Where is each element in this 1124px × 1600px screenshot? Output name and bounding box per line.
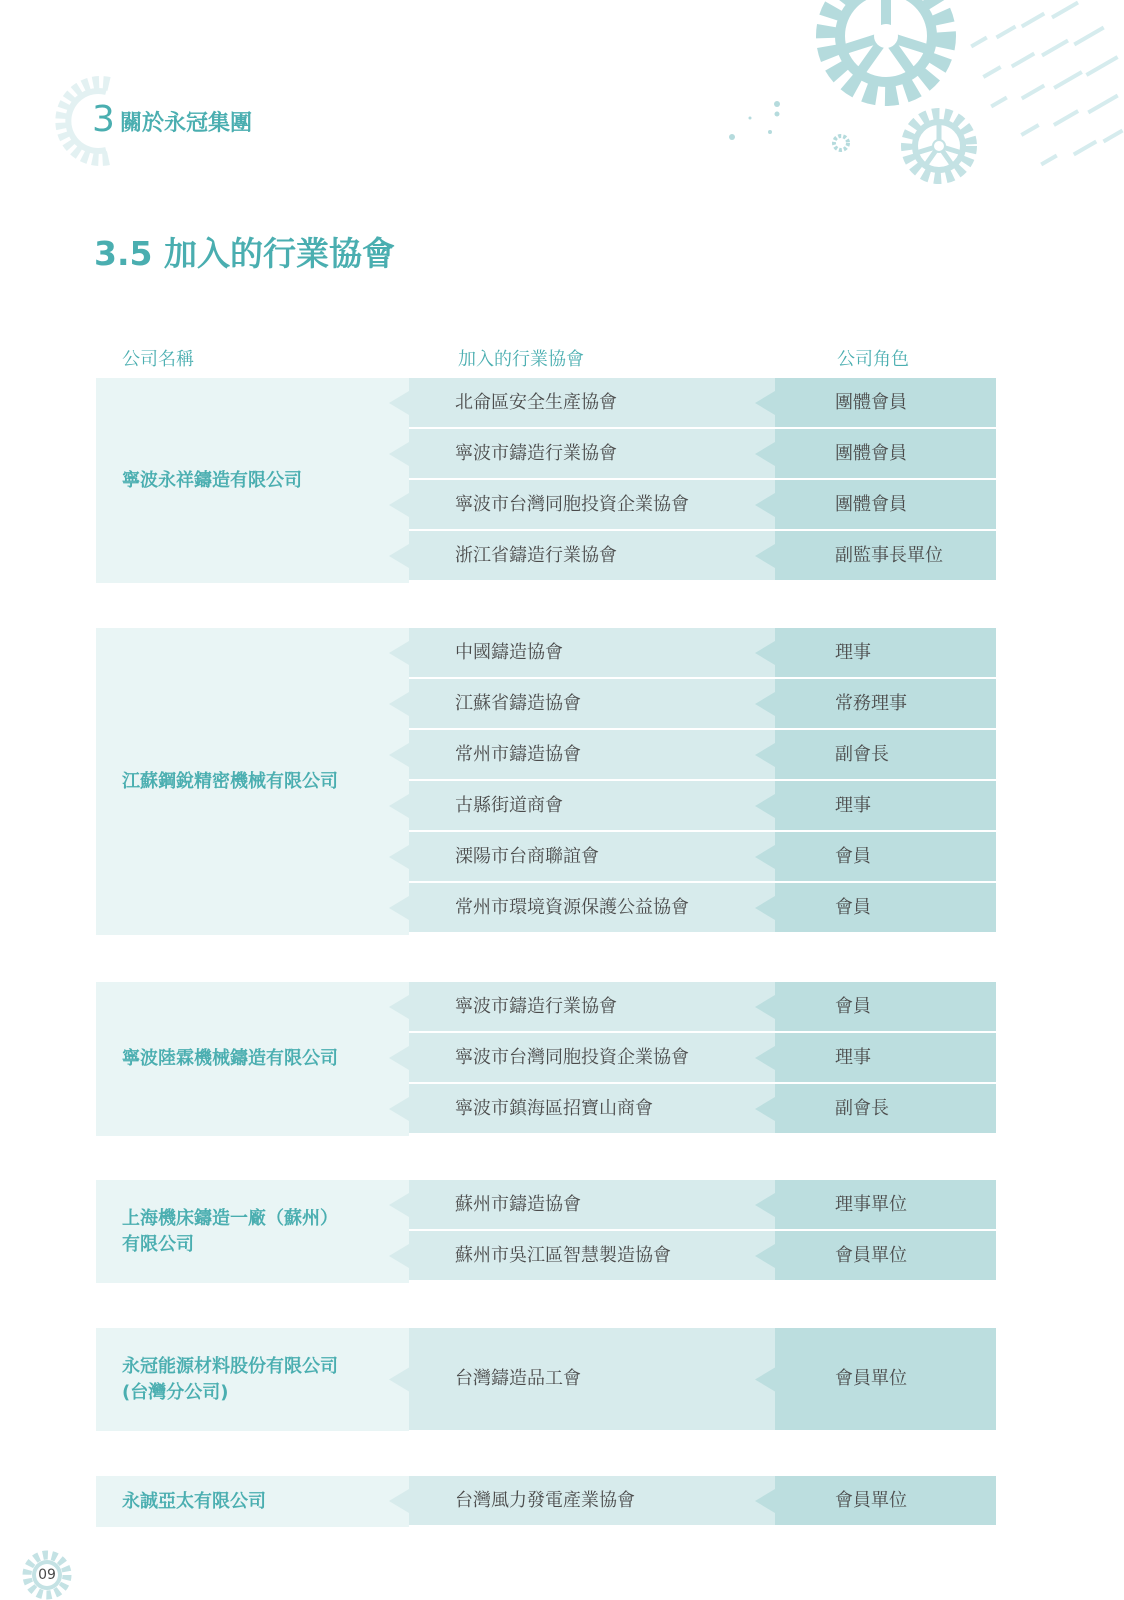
chevron-left-icon [753,832,777,882]
chevron-left-icon [753,378,777,428]
chapter-number: 3 [92,99,115,140]
page-number: 09 [38,1567,56,1583]
chevron-left-icon [753,730,777,780]
role-cell [775,1033,996,1083]
role-name: 副監事長單位 [835,544,943,566]
chevron-left-icon [753,679,777,729]
column-header-role: 公司角色 [837,349,909,370]
chevron-left-icon [753,628,777,678]
association-name: 浙江省鑄造行業協會 [455,544,617,566]
column-header-company: 公司名稱 [122,349,194,370]
role-cell [775,429,996,479]
role-name: 團體會員 [835,493,907,515]
table-row [409,429,996,479]
association-name: 古縣街道商會 [455,794,563,816]
association-cell [409,1328,775,1431]
table-row [409,832,996,882]
section-title: 3.5 加入的行業協會 [94,234,395,273]
chevron-left-icon [753,1033,777,1083]
role-cell [775,982,996,1032]
chevron-left-icon [387,1476,411,1526]
role-name: 理事單位 [835,1193,907,1215]
table-row [409,1033,996,1083]
chevron-left-icon [753,480,777,530]
association-name: 蘇州市鑄造協會 [455,1193,581,1215]
association-name: 北侖區安全生產協會 [455,391,617,413]
table-row [409,531,996,581]
table-row [409,982,996,1032]
role-name: 理事 [835,641,871,663]
chevron-left-icon [387,378,411,428]
role-cell [775,1231,996,1281]
role-cell [775,1476,996,1526]
company-group [96,1180,996,1283]
chevron-left-icon [387,679,411,729]
association-name: 常州市鑄造協會 [455,743,581,765]
chevron-left-icon [753,1180,777,1230]
role-cell [775,679,996,729]
association-cell [409,378,775,428]
company-group [96,628,996,935]
chevron-left-icon [387,1033,411,1083]
association-name: 寧波市鑄造行業協會 [455,442,617,464]
role-cell [775,781,996,831]
company-cell [96,378,409,583]
chevron-left-icon [753,1084,777,1134]
chevron-left-icon [753,883,777,933]
chevron-left-icon [387,1084,411,1134]
role-cell [775,1180,996,1230]
company-cell [96,982,409,1136]
company-cell [96,628,409,935]
company-name: 江蘇鋼銳精密機械有限公司 [122,770,338,792]
company-name: 永誠亞太有限公司 [122,1490,266,1512]
association-cell [409,628,775,678]
association-name: 蘇州市吳江區智慧製造協會 [455,1244,671,1266]
chevron-left-icon [387,832,411,882]
chevron-left-icon [387,531,411,581]
company-cell [96,1328,409,1431]
association-name: 台灣風力發電產業協會 [455,1489,635,1511]
role-name: 會員單位 [835,1489,907,1511]
chevron-left-icon [387,1328,411,1431]
role-name: 理事 [835,794,871,816]
role-name: 團體會員 [835,391,907,413]
association-cell [409,480,775,530]
role-name: 會員 [835,995,871,1017]
company-group [96,1476,996,1527]
association-name: 溧陽市台商聯誼會 [455,845,599,867]
table-row [409,1180,996,1230]
association-name: 常州市環境資源保護公益協會 [455,896,689,918]
table-row [409,378,996,428]
chapter-title: 關於永冠集團 [120,111,253,136]
association-name: 寧波市鎮海區招寶山商會 [455,1097,653,1119]
company-name: 上海機床鑄造一廠（蘇州） 有限公司 [122,1207,338,1255]
chevron-left-icon [387,883,411,933]
chevron-left-icon [753,531,777,581]
role-cell [775,531,996,581]
company-cell [96,1180,409,1283]
association-cell [409,832,775,882]
role-name: 副會長 [835,1097,889,1119]
chevron-left-icon [387,982,411,1032]
role-cell [775,730,996,780]
role-cell [775,883,996,933]
association-cell [409,429,775,479]
table-row [409,1084,996,1134]
role-cell [775,832,996,882]
company-name: 寧波永祥鑄造有限公司 [122,469,302,491]
chevron-left-icon [387,480,411,530]
company-name: 永冠能源材料股份有限公司 (台灣分公司) [122,1355,338,1403]
table-row [409,1328,996,1431]
association-name: 台灣鑄造品工會 [455,1368,581,1389]
table-row [409,730,996,780]
chevron-left-icon [753,781,777,831]
association-cell [409,1476,775,1526]
table-row [409,1476,996,1526]
role-name: 會員 [835,845,871,867]
association-name: 中國鑄造協會 [455,641,563,663]
role-name: 常務理事 [835,692,907,714]
gears-decoration-icon [720,0,1124,210]
association-cell [409,1084,775,1134]
chevron-left-icon [387,1231,411,1281]
chevron-left-icon [753,1476,777,1526]
association-cell [409,982,775,1032]
chevron-left-icon [753,982,777,1032]
chevron-left-icon [387,628,411,678]
chevron-left-icon [753,1328,777,1431]
company-name: 寧波陸霖機械鑄造有限公司 [122,1048,338,1069]
role-name: 會員單位 [835,1244,907,1266]
table-row [409,628,996,678]
role-cell [775,628,996,678]
association-cell [409,1180,775,1230]
association-name: 江蘇省鑄造協會 [455,692,581,714]
chevron-left-icon [387,781,411,831]
association-cell [409,1231,775,1281]
table-row [409,480,996,530]
table-row [409,679,996,729]
association-cell [409,679,775,729]
association-cell [409,883,775,933]
role-cell [775,1328,996,1431]
chevron-left-icon [387,429,411,479]
role-cell [775,1084,996,1134]
role-cell [775,480,996,530]
chevron-left-icon [753,1231,777,1281]
company-group [96,378,996,583]
role-name: 理事 [835,1046,871,1068]
chevron-left-icon [387,730,411,780]
association-cell [409,531,775,581]
role-name: 會員 [835,896,871,918]
association-cell [409,1033,775,1083]
company-group [96,982,996,1136]
company-cell [96,1476,409,1527]
role-cell [775,378,996,428]
table-row [409,1231,996,1281]
role-name: 副會長 [835,743,889,765]
association-name: 寧波市台灣同胞投資企業協會 [455,493,689,515]
chevron-left-icon [753,429,777,479]
chevron-left-icon [387,1180,411,1230]
column-header-association: 加入的行業協會 [458,349,584,370]
association-cell [409,730,775,780]
table-row [409,781,996,831]
association-name: 寧波市鑄造行業協會 [455,995,617,1017]
association-cell [409,781,775,831]
table-row [409,883,996,933]
association-name: 寧波市台灣同胞投資企業協會 [455,1046,689,1068]
role-name: 團體會員 [835,442,907,464]
role-name: 會員單位 [835,1368,907,1389]
company-group [96,1328,996,1431]
